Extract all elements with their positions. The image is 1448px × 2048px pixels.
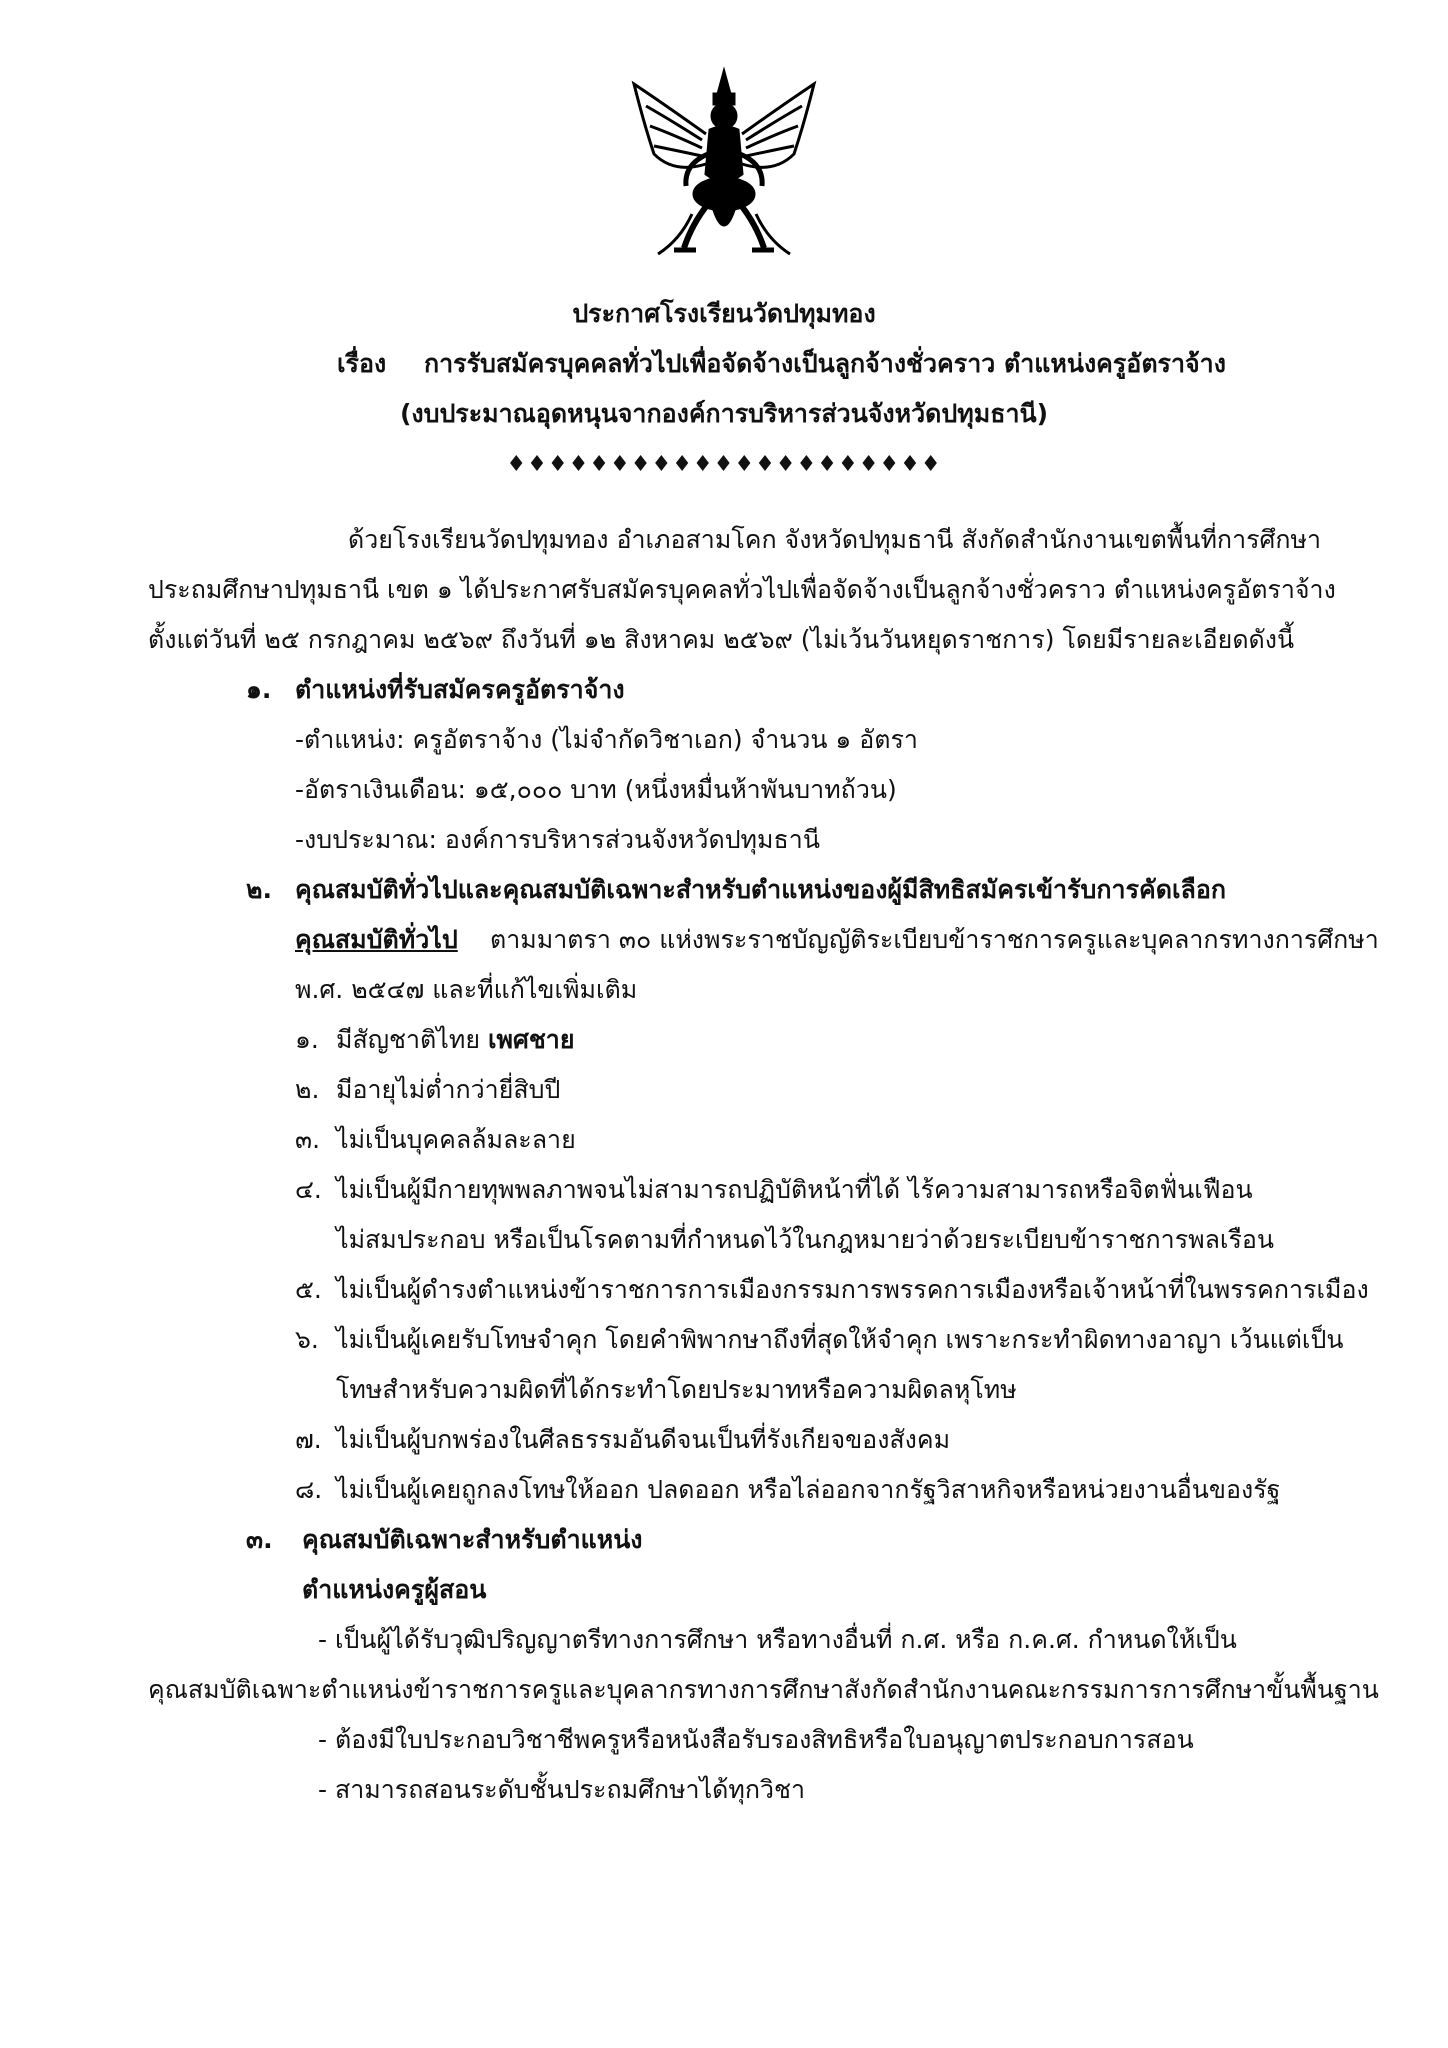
qualification-number: ๘. [295, 1475, 323, 1504]
qualification-number: ๕. [295, 1275, 322, 1304]
specific-qualification-item: - เป็นผู้ได้รับวุฒิปริญญาตรีทางการศึกษา หรือทางอื่นที่ ก.ศ. หรือ ก.ค.ศ. กำหนดให้เป็น [318, 1625, 1237, 1654]
specific-qualification-cont: คุณสมบัติเฉพาะตำแหน่งข้าราชการครูและบุคลากรทางการศึกษาสังกัดสำนักงานคณะกรรมการการศึกษาขั้นพื้นฐาน [148, 1675, 1379, 1704]
specific-qualification-item: - สามารถสอนระดับชั้นประถมศึกษาได้ทุกวิชา [318, 1775, 806, 1804]
qualification-text: ไม่เป็นผู้เคยรับโทษจำคุก โดยคำพิพากษาถึงที่สุดให้จำคุก เพราะกระทำผิดทางอาญา เว้นแต่เป็น [336, 1325, 1344, 1354]
specific-qualification-item: - ต้องมีใบประกอบวิชาชีพครูหรือหนังสือรับรองสิทธิหรือใบอนุญาตประกอบการสอน [318, 1725, 1194, 1754]
qualification-text: ไม่เป็นผู้มีกายทุพพลภาพจนไม่สามารถปฏิบัติหน้าที่ได้ ไร้ความสามารถหรือจิตฟั่นเฟือน [336, 1175, 1253, 1204]
qualification-text: ไม่เป็นบุคคลล้มละลาย [336, 1125, 576, 1154]
qualification-number: ๔. [295, 1175, 322, 1204]
qualification-number: ๑. [295, 1025, 319, 1054]
qualification-text: มีสัญชาติไทย [336, 1025, 488, 1054]
announcement-title: ประกาศโรงเรียนวัดปทุมทอง [572, 299, 876, 328]
qualification-number: ๓. [295, 1125, 321, 1154]
garuda-emblem-icon [614, 64, 834, 264]
qualification-bold: เพศชาย [487, 1025, 575, 1054]
section-2-heading: คุณสมบัติทั่วไปและคุณสมบัติเฉพาะสำหรับตำแหน่งของผู้มีสิทธิสมัครเข้ารับการคัดเลือก [295, 875, 1226, 904]
qualification-number: ๖. [295, 1325, 319, 1354]
general-qualifications-text: ตามมาตรา ๓๐ แห่งพระราชบัญญัติระเบียบข้าราชการครูและบุคลากรทางการศึกษา [490, 925, 1379, 954]
qualification-text-cont: โทษสำหรับความผิดที่ได้กระทำโดยประมาทหรือความผิดลหุโทษ [336, 1375, 1017, 1404]
subject-label: เรื่อง [337, 349, 387, 378]
intro-line-3: ตั้งแต่วันที่ ๒๕ กรกฎาคม ๒๕๖๙ ถึงวันที่ ๑๒ สิงหาคม ๒๕๖๙ (ไม่เว้นวันหยุดราชการ) โดยมีรายละเอียดดังนี้ [148, 625, 1295, 654]
subject-text: การรับสมัครบุคคลทั่วไปเพื่อจัดจ้างเป็นลูกจ้างชั่วคราว ตำแหน่งครูอัตราจ้าง [424, 349, 1226, 378]
section-3-subheading: ตำแหน่งครูผู้สอน [302, 1575, 487, 1604]
diamond-divider: ♦♦♦♦♦♦♦♦♦♦♦♦♦♦♦♦♦♦♦♦♦ [506, 452, 942, 477]
qualification-text: ไม่เป็นผู้ดำรงตำแหน่งข้าราชการการเมืองกรรมการพรรคการเมืองหรือเจ้าหน้าที่ในพรรคการเมือง [336, 1275, 1369, 1304]
qualification-number: ๒. [295, 1075, 320, 1104]
qualification-text: ไม่เป็นผู้บกพร่องในศีลธรรมอันดีจนเป็นที่รังเกียจของสังคม [336, 1425, 951, 1454]
qualification-text-cont: ไม่สมประกอบ หรือเป็นโรคตามที่กำหนดไว้ในกฎหมายว่าด้วยระเบียบข้าราชการพลเรือน [336, 1225, 1275, 1254]
qualification-item [336, 1023, 575, 1057]
section-1-item: -งบประมาณ: องค์การบริหารส่วนจังหวัดปทุมธานี [295, 825, 820, 854]
qualification-number: ๗. [295, 1425, 322, 1454]
intro-line-2: ประถมศึกษาปทุมธานี เขต ๑ ได้ประกาศรับสมัครบุคคลทั่วไปเพื่อจัดจ้างเป็นลูกจ้างชั่วคราว ตำแหน่งครูอัตราจ้าง [148, 575, 1336, 604]
qualification-text: ไม่เป็นผู้เคยถูกลงโทษให้ออก ปลดออก หรือไล่ออกจากรัฐวิสาหกิจหรือหน่วยงานอื่นของรัฐ [336, 1475, 1281, 1504]
section-1-heading: ตำแหน่งที่รับสมัครครูอัตราจ้าง [295, 675, 625, 704]
general-qualifications-text-cont: พ.ศ. ๒๕๔๗ และที่แก้ไขเพิ่มเติม [295, 975, 638, 1004]
section-1-item: -อัตราเงินเดือน: ๑๕,๐๐๐ บาท (หนึ่งหมื่นห้าพันบาทถ้วน) [295, 775, 897, 804]
section-3-heading: คุณสมบัติเฉพาะสำหรับตำแหน่ง [302, 1525, 643, 1554]
section-1-item: -ตำแหน่ง: ครูอัตราจ้าง (ไม่จำกัดวิชาเอก) จำนวน ๑ อัตรา [295, 725, 918, 754]
section-3-number: ๓. [246, 1525, 273, 1554]
budget-note: (งบประมาณอุดหนุนจากองค์การบริหารส่วนจังหวัดปทุมธานี) [399, 399, 1049, 428]
section-2-number: ๒. [246, 875, 272, 904]
section-1-number: ๑. [246, 675, 272, 704]
general-qualifications-label: คุณสมบัติทั่วไป [295, 925, 458, 954]
intro-line-1: ด้วยโรงเรียนวัดปทุมทอง อำเภอสามโคก จังหวัดปทุมธานี สังกัดสำนักงานเขตพื้นที่การศึกษา [348, 525, 1322, 554]
qualification-text: มีอายุไม่ต่ำกว่ายี่สิบปี [336, 1075, 561, 1104]
